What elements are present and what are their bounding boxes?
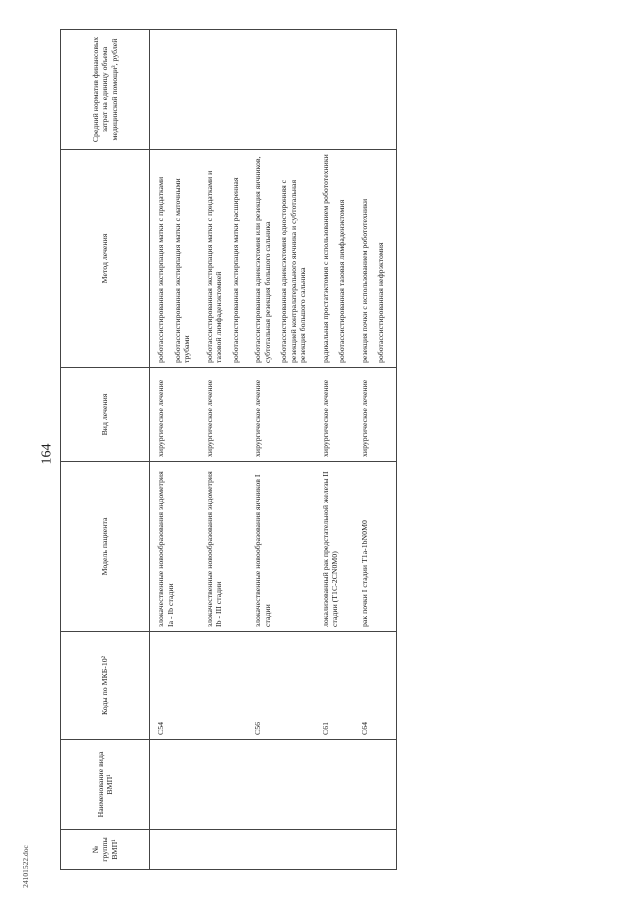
cell-methods xyxy=(357,150,397,368)
cell-type: хирургическое лечение xyxy=(202,368,251,462)
table-row xyxy=(250,30,318,870)
method-item: роботассистированная экстирпация матки с придатками и тазовой лимфаденэктомией xyxy=(204,170,223,363)
table-row xyxy=(357,30,397,870)
table-row xyxy=(202,30,251,870)
method-item: роботассистированная тазовая лимфаденэктомия xyxy=(337,199,346,363)
header-method: Метод лечения xyxy=(61,150,150,368)
cell-code: C56 xyxy=(250,632,318,740)
cell-group xyxy=(150,830,202,870)
header-model: Модель пациента xyxy=(61,462,150,632)
cell-name xyxy=(318,740,357,830)
method-item: резекция почки с использованием робототехники xyxy=(359,198,369,363)
header-type: Вид лечения xyxy=(61,368,150,462)
cell-cost xyxy=(150,30,202,150)
cell-cost xyxy=(318,30,357,150)
cell-code: C61 xyxy=(318,632,357,740)
cell-model: злокачественные новообразования эндометрия Ia - Ib стадии xyxy=(150,462,202,632)
cell-name xyxy=(250,740,318,830)
cell-type: хирургическое лечение xyxy=(357,368,397,462)
cell-name xyxy=(357,740,397,830)
method-item: роботассистированная экстирпация матки с придатками xyxy=(156,176,165,363)
cell-methods xyxy=(202,150,251,368)
cell-model: злокачественные новообразования яичников I стадии xyxy=(250,462,318,632)
cell-model: рак почки I стадии T1a-1bN0M0 xyxy=(357,462,397,632)
table-row xyxy=(150,30,202,870)
cell-group xyxy=(357,830,397,870)
cell-code: C64 xyxy=(357,632,397,740)
cell-cost xyxy=(202,30,251,150)
page-sheet xyxy=(60,30,570,870)
cell-methods xyxy=(150,150,202,368)
cell-type: хирургическое лечение xyxy=(150,368,202,462)
method-item: роботассистированная аднексэктомия односторонняя с резекцией контралатерального яичника и субтотальная резекция большого сальника xyxy=(279,179,307,363)
treatment-table xyxy=(60,29,397,870)
header-cost: Средний норматив финансовых затрат на единицу объема медицинской помощи³, рублей xyxy=(61,30,150,150)
table-row xyxy=(318,30,357,870)
cell-group xyxy=(250,830,318,870)
method-item: роботассистированная нефрэктомия xyxy=(376,242,385,363)
cell-methods xyxy=(318,150,357,368)
table-header-row xyxy=(61,30,150,870)
method-item: роботассистированная экстирпация матки с маточными трубами xyxy=(172,178,191,363)
cell-model: злокачественные новообразования эндометрия Ib - III стадии xyxy=(202,462,251,632)
cell-code xyxy=(202,632,251,740)
header-group: № группы ВМП¹ xyxy=(61,830,150,870)
cell-model: локализованный рак предстательной железы II стадии (T1C-2CN0M0) xyxy=(318,462,357,632)
method-item: роботассистированная экстирпация матки расширенная xyxy=(230,177,240,363)
header-codes: Коды по МКБ-10² xyxy=(61,632,150,740)
cell-code: C54 xyxy=(150,632,202,740)
cell-group xyxy=(202,830,251,870)
cell-cost xyxy=(250,30,318,150)
rotated-table-container xyxy=(60,30,570,870)
header-name: Наименование вида ВМП¹ xyxy=(61,740,150,830)
method-item: роботассистированная аднексэктомия или резекция яичников, субтотальная резекция большого сальника xyxy=(253,156,272,363)
cell-cost xyxy=(357,30,397,150)
method-item: радикальная простатэктомия с использованием робототехники xyxy=(320,154,330,363)
cell-group xyxy=(318,830,357,870)
cell-type: хирургическое лечение xyxy=(318,368,357,462)
cell-name xyxy=(150,740,202,830)
page-number: 164 xyxy=(39,443,55,465)
document-footer: 24101522.doc xyxy=(20,845,30,888)
cell-name xyxy=(202,740,251,830)
cell-methods xyxy=(250,150,318,368)
cell-type: хирургическое лечение xyxy=(250,368,318,462)
